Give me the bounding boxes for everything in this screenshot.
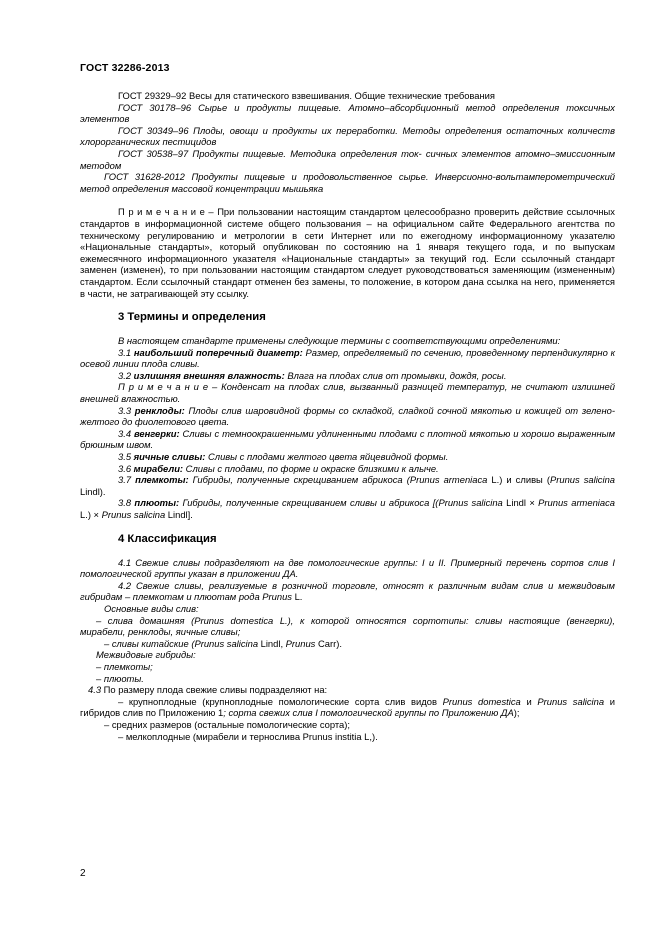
section-3-title: 3 Термины и определения — [118, 311, 266, 324]
hybrids-label: Межвидовые гибриды: — [96, 649, 196, 661]
term-3-2-note: П р и м е ч а н и е – Конденсат на плодах слив, вызванный разницей температур, не считают излишней внешней влажностью. — [80, 381, 615, 405]
document-page — [80, 62, 615, 742]
large-fruit-item: – крупноплодные (крупноплодные помологические сорта слив видов Prunus domestica и Prunus salicina и гибридов слив по Приложению 1; сорта свежих слив I помологической группы по Приложению ДА); — [80, 695, 615, 719]
home-plum-item: – слива домашняя (Prunus domestica L.), к которой относятся сортотипы: сливы настоящие (венгерки), мирабели, ренклоды, яичные сливы; — [80, 614, 616, 638]
term-3-4: 3.4 венгерки: Сливы с темноокрашенными удлиненными плодами с плотной мякотью и хорошо выраженным брюшным швом. — [80, 427, 615, 451]
ref-gost-30349: ГОСТ 30349–96 Плоды, овощи и продукты их переработки. Методы определения остаточных количеств хлорорганических пестицидов — [80, 124, 616, 148]
ref-gost-29329: ГОСТ 29329–92 Весы для статического взвешивания. Общие технические требования — [118, 90, 495, 101]
plemkoty-item: – племкоты; — [96, 660, 153, 672]
note-paragraph: П р и м е ч а н и е – При пользовании настоящим стандартом целесообразно проверить действие ссылочных стандартов в информационной системе общего пользования – на официальном сайте Федерального агентства по техническому регулированию и метрологии в сети Интернет или по ежегодному информационному указателю «Национальные стандарты», который опубликован по состоянию на 1 января текущего года, и по выпускам ежемесячного информационного указателя «Национальные стандарты» за текущий год. Если ссылочный стандарт заменен (изменен), то при пользовании настоящим стандартом следует руководствоваться заменяющим (измененным) стандартом. Если ссылочный стандарт отменен без замены, то положение, в котором дана ссылка на него, применяется в части, не затрагивающей эту ссылку. — [80, 206, 615, 299]
para-4-2: 4.2 Свежие сливы, реализуемые в розничной торговле, относят к различным видам слив и межвидовым гибридам – племкотам и плюотам рода Prunus L. — [80, 579, 615, 603]
pluoty-item: – плюоты. — [96, 672, 144, 684]
term-3-8: 3.8 плюоты: Гибриды, полученные скрещиванием сливы и абрикоса [(Prunus salicina Lindl × Prunus armeniaca L.) × Prunus salicina Lindl]. — [80, 497, 615, 520]
term-3-3: 3.3 ренклоды: Плоды слив шаровидной формы со складкой, сладкой сочной мякотью и кожицей от зелено-желтого до фиолетового цвета. — [80, 404, 615, 428]
term-3-5: 3.5 яичные сливы: Сливы с плодами желтого цвета яйцевидной формы. — [118, 451, 449, 463]
main-types-label: Основные виды слив: — [104, 602, 199, 614]
section-3-intro: В настоящем стандарте применены следующие термины с соответствующими определениями: — [118, 335, 561, 347]
ref-gost-30538: ГОСТ 30538–97 Продукты пищевые. Методика определения ток- сичных элементов атомно–эмиссионным методом — [80, 147, 615, 171]
ref-gost-31628: ГОСТ 31628-2012 Продукты пищевые и продовольственное сырье. Инверсионно-вольтамперометрический метод определения массовой концентрации мышьяка — [80, 171, 615, 194]
para-4-1: 4.1 Свежие сливы подразделяют на две помологические группы: I и II. Примерный перечень сортов слив I помологической группы указан в приложении ДА. — [80, 556, 615, 580]
page-number: 2 — [80, 868, 86, 879]
medium-fruit-item: – средних размеров (остальные помологические сорта); — [104, 718, 350, 730]
term-3-1: 3.1 наибольший поперечный диаметр: Размер, определяемый по сечению, проведенному перпендикулярно к осевой линии плода сливы. — [80, 346, 615, 370]
chinese-plum-item: – сливы китайские (Prunus salicina Lindl, Prunus Carr). — [104, 637, 342, 649]
term-3-2: 3.2 излишняя внешняя влажность: Влага на плодах слив от промывки, дождя, росы. — [118, 369, 507, 381]
small-fruit-item: – мелкоплодные (мирабели и терносливa Prunus institia L,). — [118, 730, 378, 742]
term-3-7: 3.7 племкоты: Гибриды, полученные скрещиванием абрикоса (Prunus armeniaca L.) и сливы (Prunus salicina Lindl). — [80, 474, 616, 497]
para-4-3: 4.3 По размеру плода свежие сливы подразделяют на: — [88, 684, 328, 696]
document-header: ГОСТ 32286-2013 — [80, 62, 170, 74]
term-3-6: 3.6 мирабели: Сливы с плодами, по форме и окраске близкими к алыче. — [118, 462, 439, 474]
section-4-title: 4 Классификация — [118, 532, 217, 545]
ref-gost-30178: ГОСТ 30178–96 Сырье и продукты пищевые. Атомно–абсорбционный метод определения токсичных элементов — [80, 101, 615, 125]
